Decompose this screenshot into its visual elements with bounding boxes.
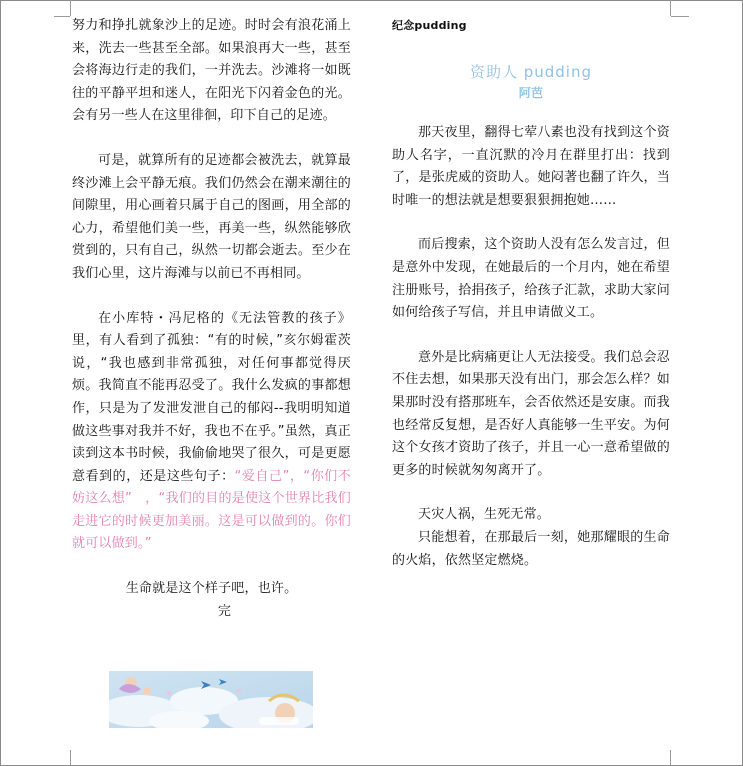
paragraph-quote (72, 308, 351, 557)
section-header: 纪念pudding (392, 19, 467, 32)
crop-mark-top-left-h (54, 16, 70, 17)
paragraph-search: 而后搜索，这个资助人没有怎么发言过，但是意外中发现，在她最后的一个月内，她在希望注册账号，拾捐孩子，给孩子汇款，求助大家问如何给孩子写信，并且申请做义工。 (392, 237, 670, 321)
end-mark: 完 (217, 603, 232, 619)
paragraph-footprints: 努力和挣扎就象沙上的足迹。时时会有浪花涌上来，洗去一些甚至全部。如果浪再大一些，甚至会将海边行走的我们，一并洗去。沙滩将一如既往的平静平坦和迷人，在阳光下闪着金色的光。会有另一些人在这里徘徊，印下自己的足迹。 (72, 18, 351, 124)
crop-mark-top-right-v (670, 0, 671, 16)
paragraph-that-night: 那天夜里，翻得七荤八素也没有找到这个资助人名字，一直沉默的冷月在群里打出：找到了，是张虎威的资助人。她闷著也翻了许久，当时唯一的想法就是想要狠狠拥抱她…… (392, 125, 670, 208)
closing-line-2: 只能想着，在那最后一刻，她那耀眼的生命的火焰，依然坚定燃烧。 (392, 529, 670, 568)
right-column (392, 16, 670, 572)
crop-mark-top-right-h (671, 16, 689, 17)
crop-mark-bottom-left-v (70, 750, 71, 766)
quote-text: 在小库特・冯尼格的《无法管教的孩子》里，有人看到了孤独：“有的时候，”亥尔姆霍茨说，“我也感到非常孤独，对任何事都觉得厌烦。我简直不能再忍受了。我什么发疯的事都想作，只是为了发泄发泄自己的郁闷--我明明知道做这些事对我并不好，我也不在乎。”虽然，真正读到这本书时候，我偷偷地哭了很久，可是更愿意看到的，还是这些句子： (72, 310, 351, 484)
article-author: 阿芭 (518, 86, 544, 100)
paragraph-accident: 意外是比病痛更让人无法接受。我们总会忍不住去想，如果那天没有出门，那会怎么样？如果那时没有搭那班车，会否依然还是安康。而我也经常反复想，是否好人真能够一生平安。为何这个女孩才资助了孩子，并且一心一意希望做的更多的时候就匆匆离开了。 (392, 349, 670, 478)
closing-line-1: 天灾人祸，生死无常。 (418, 507, 551, 523)
crop-mark-bottom-right-v (670, 750, 671, 766)
crop-mark-top-left-v (70, 0, 71, 16)
paragraph-drawing: 可是，就算所有的足迹都会被洗去，就算最终沙滩上会平静无痕。我们仍然会在潮来潮往的间隙里，用心画着只属于自己的图画，用全部的心力，希望他们美一些，再美一些，纵然能够欣赏到的，只有自己，纵然一切都会逝去。至少在我们心里，这片海滩与以前已不再相同。 (72, 152, 351, 281)
article-title: 资助人 pudding (469, 63, 593, 81)
pink-quote-text: “爱自己”，“你们不妨这么想” ，“我们的目的是使这个世界比我们走进它的时候更加美丽。这是可以做到的。你们就可以做到。” (72, 468, 351, 552)
angels-clouds-illustration (109, 671, 313, 728)
left-column (72, 15, 351, 623)
closing-line: 生命就是这个样子吧，也许。 (125, 581, 298, 597)
